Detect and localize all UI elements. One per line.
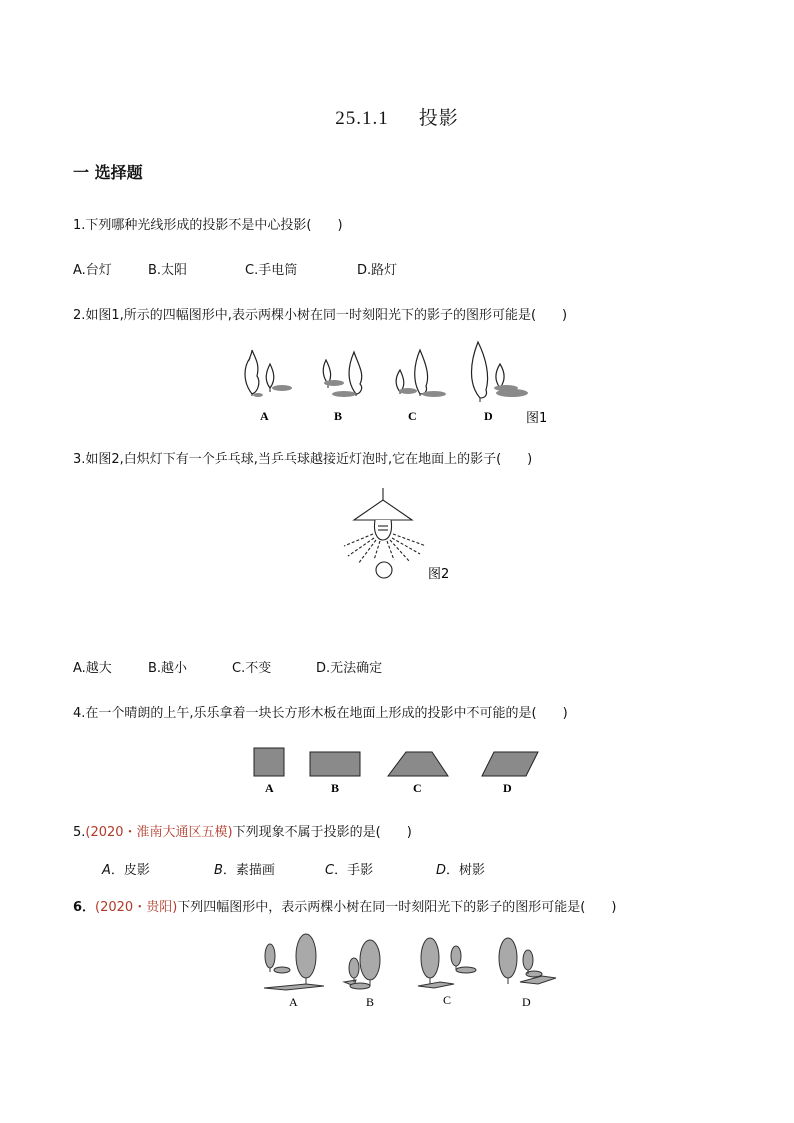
q5-option-a: A．皮影 <box>102 863 150 878</box>
page-title <box>0 103 794 130</box>
q5-option-b: B．素描画 <box>214 863 275 878</box>
q6-label-c: C <box>443 993 452 1007</box>
q4-label-a: A <box>265 781 274 795</box>
figure-q6-trees <box>258 930 568 1010</box>
q5-option-d: D．树影 <box>436 863 486 878</box>
question-6 <box>73 896 616 915</box>
fig1-label-c: C <box>408 409 417 423</box>
q5-number: 5. <box>73 825 86 840</box>
question-3-stem: 3.如图2,白炽灯下有一个乒乓球,当乒乓球越接近灯泡时,它在地面上的影子( ) <box>73 452 533 467</box>
figure-q4-shapes <box>250 744 550 800</box>
q3-option-a: A.越大 <box>73 661 112 676</box>
q6-source: (2020・贵阳) <box>95 900 178 915</box>
title-text: 投影 <box>418 108 459 129</box>
q1-option-c: C.手电筒 <box>245 263 298 278</box>
q1-option-b: B.太阳 <box>148 263 188 278</box>
q6-label-d: D <box>522 995 531 1009</box>
shape-square <box>254 748 284 776</box>
q4-label-d: D <box>503 781 512 795</box>
fig1-label-d: D <box>484 409 493 423</box>
q1-option-d: D.路灯 <box>357 263 398 278</box>
fig1-label-b: B <box>334 409 343 423</box>
q5-option-c: C．手影 <box>325 863 374 878</box>
q5-source: (2020・淮南大通区五模) <box>85 825 233 840</box>
question-2-stem: 2.如图1,所示的四幅图形中,表示两棵小树在同一时刻阳光下的影子的图形可能是( ) <box>73 308 568 323</box>
title-number: 25.1.1 <box>335 108 389 129</box>
question-1-stem: 1.下列哪种光线形成的投影不是中心投影( ) <box>73 218 343 233</box>
q6-number: 6． <box>73 900 96 915</box>
q4-label-c: C <box>413 781 422 795</box>
q6-label-b: B <box>366 995 375 1009</box>
figure-2-lamp <box>330 488 460 584</box>
figure-1-caption: 图1 <box>526 411 548 426</box>
q6-label-a: A <box>289 995 298 1009</box>
shape-rectangle <box>310 752 360 776</box>
figure-2-caption: 图2 <box>428 567 450 582</box>
q3-option-b: B.越小 <box>148 661 188 676</box>
q6-stem: 下列四幅图形中，表示两棵小树在同一时刻阳光下的影子的图形可能是( ) <box>177 900 617 915</box>
shape-parallelogram <box>482 752 538 776</box>
q5-stem: 下列现象不属于投影的是( ) <box>232 825 412 840</box>
q3-option-c: C.不变 <box>232 661 272 676</box>
question-5 <box>73 821 412 840</box>
shape-trapezoid <box>388 752 448 776</box>
figure-1-trees <box>230 336 560 428</box>
q3-option-d: D.无法确定 <box>316 661 383 676</box>
q1-option-a: A.台灯 <box>73 263 112 278</box>
fig1-label-a: A <box>260 409 269 423</box>
section-heading: 一 选择题 <box>73 163 143 182</box>
q4-label-b: B <box>331 781 340 795</box>
question-4-stem: 4.在一个晴朗的上午,乐乐拿着一块长方形木板在地面上形成的投影中不可能的是( ) <box>73 706 568 721</box>
